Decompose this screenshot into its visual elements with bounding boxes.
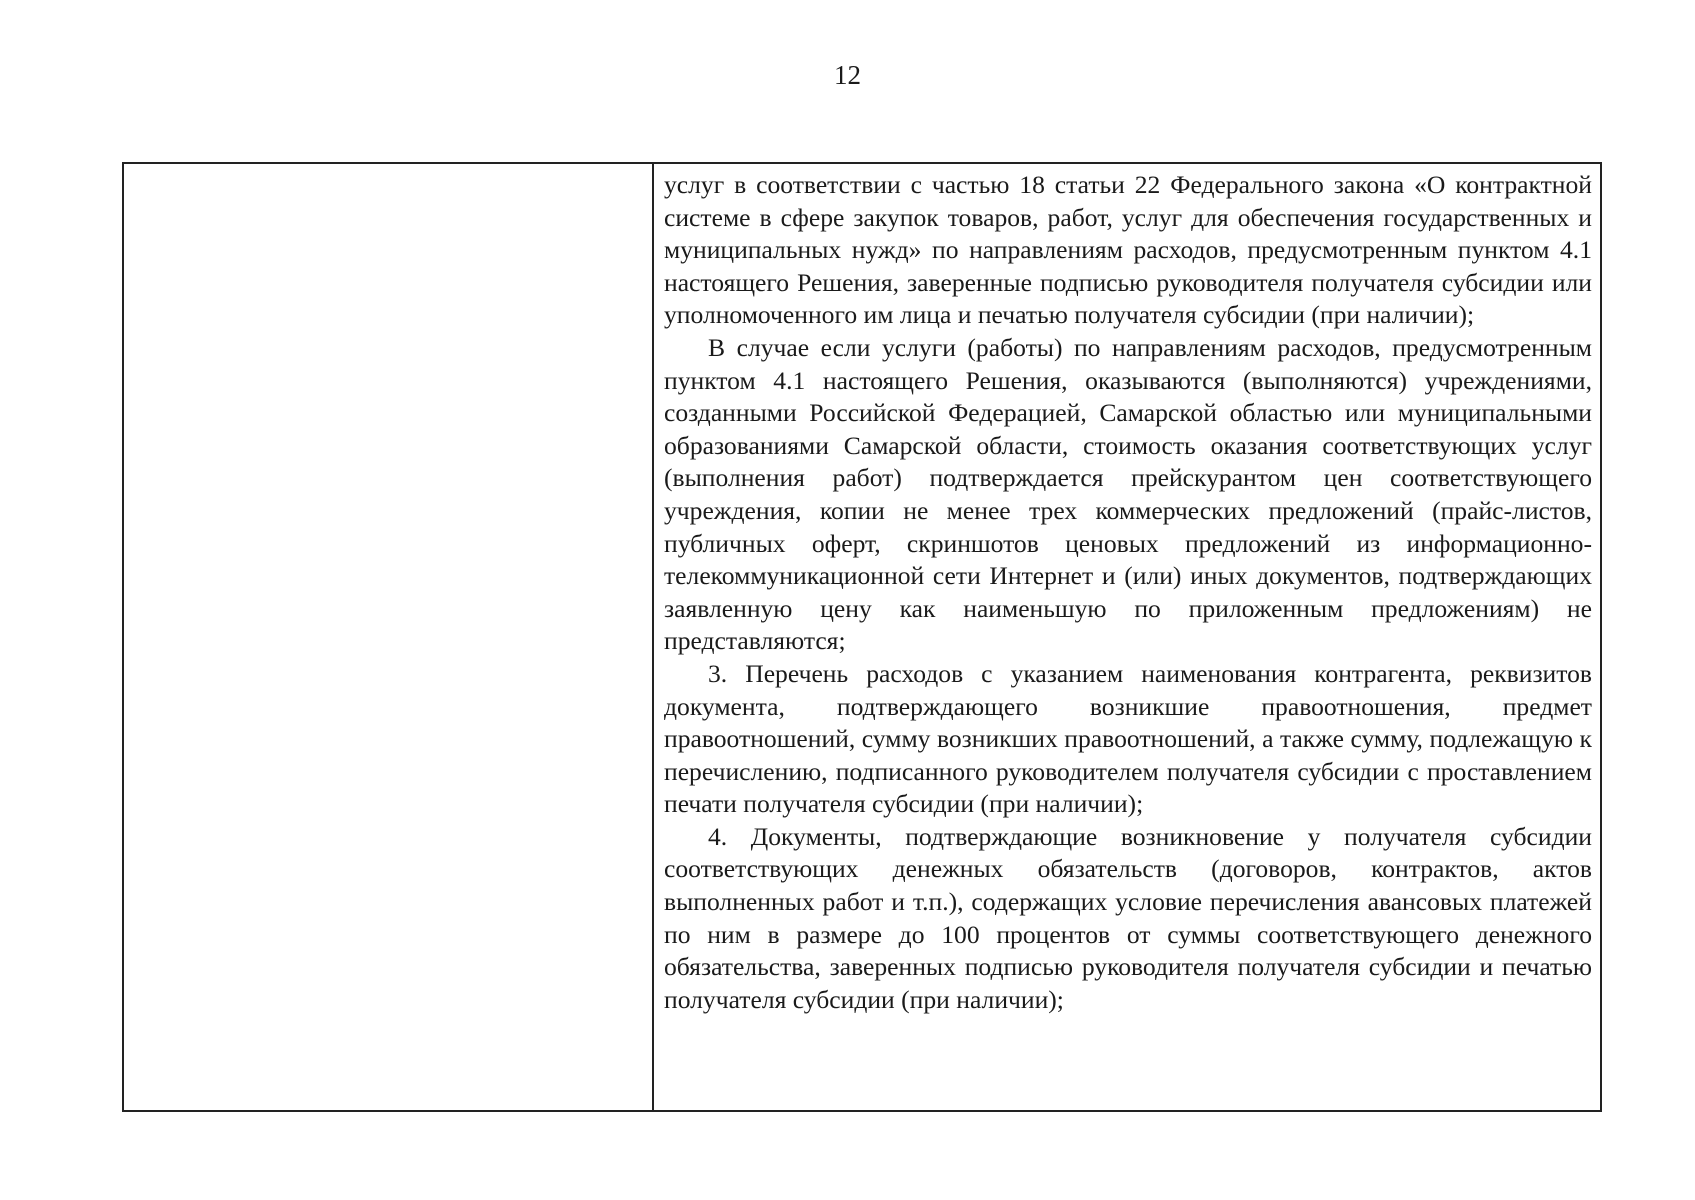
table-left-cell [124,164,654,1110]
paragraph-item-3: 3. Перечень расходов с указанием наименования контрагента, реквизитов документа, подтверждающего возникшие правоотношения, предмет правоотношений, сумму возникших правоотношений, а также сумму, подлежащую к перечислению, подписанного руководителем получателя субсидии с проставлением печати получателя субсидии (при наличии); [664,658,1592,819]
document-table [122,162,1602,1112]
paragraph-item-4: 4. Документы, подтверждающие возникновение у получателя субсидии соответствующих денежных обязательств (договоров, контрактов, актов выполненных работ и т.п.), содержащих условие перечисления авансовых платежей по ним в размере до 100 процентов от суммы соответствующего денежного обязательства, заверенных подписью руководителя получателя субсидии и печатью получателя субсидии (при наличии); [664,821,1592,1014]
paragraph-continuation: услуг в соответствии с частью 18 статьи 22 Федерального закона «О контрактной системе в сфере закупок товаров, работ, услуг для обеспечения государственных и муниципальных нужд» по направлениям расходов, предусмотренным пунктом 4.1 настоящего Решения, заверенные подписью руководителя получателя субсидии или уполномоченного им лица и печатью получателя субсидии (при наличии); [664,170,1592,330]
page-number: 12 [834,60,861,90]
table-right-cell [654,164,1600,1110]
paragraph-budget-institutions: В случае если услуги (работы) по направлениям расходов, предусмотренным пунктом 4.1 настоящего Решения, оказываются (выполняются) учреждениями, созданными Российской Федерацией, Самарской областью или муниципальными образованиями Самарской области, стоимость оказания соответствующих услуг (выполнения работ) подтверждается прейскурантом цен соответствующего учреждения, копии не менее трех коммерческих предложений (прайс-листов, публичных оферт, скриншотов ценовых предложений из информационно-телекоммуникационной сети Интернет и (или) иных документов, подтверждающих заявленную цену как наименьшую по приложенным предложениям) не представляются; [664,332,1592,656]
